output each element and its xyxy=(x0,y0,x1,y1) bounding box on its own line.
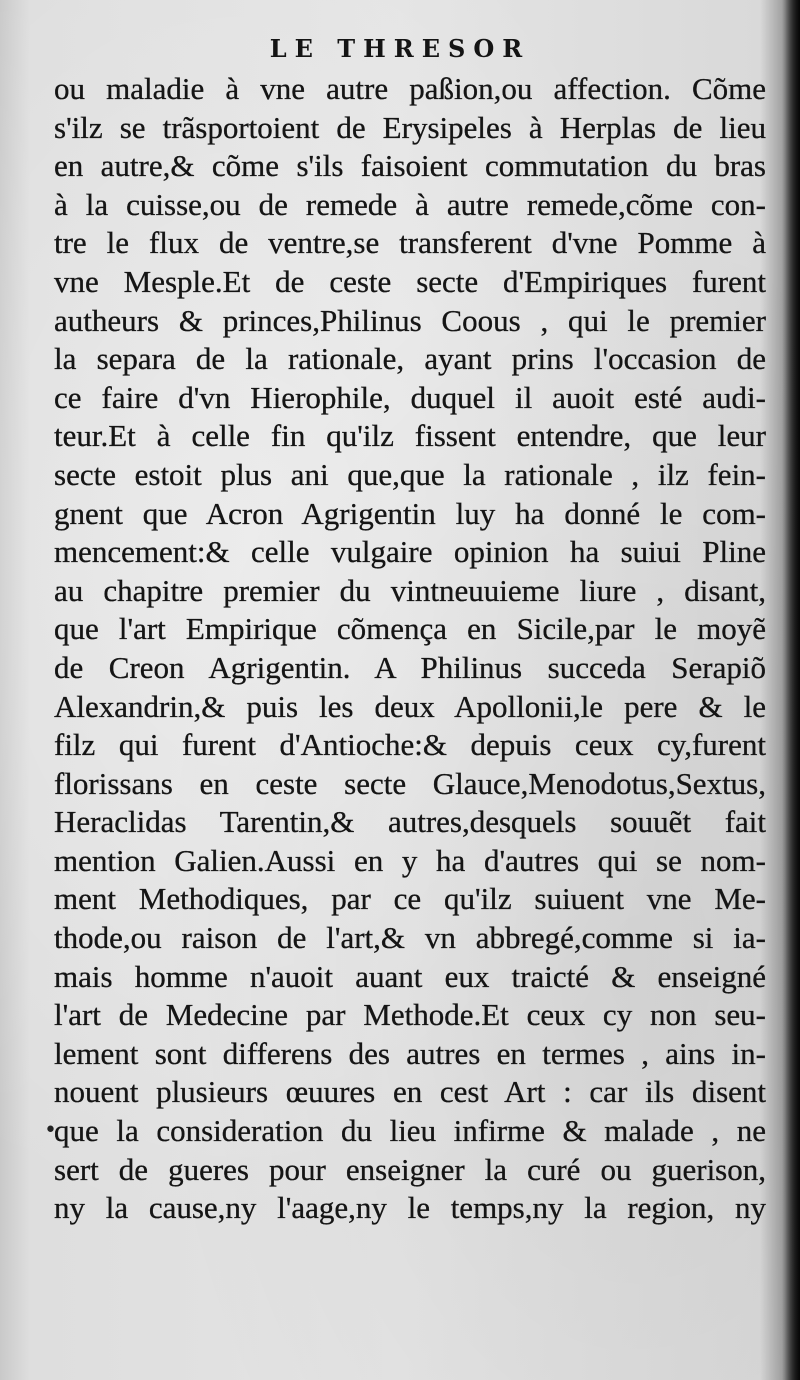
marginal-mark: • xyxy=(44,1118,57,1143)
text-line: à la cuisse,ou de remede à autre remede,cõme con- xyxy=(54,186,766,222)
text-line: nouent plusieurs œuures en cest Art : car ils disent xyxy=(54,1074,766,1110)
text-line: tre le flux de ventre,se transferent d'vne Pomme à xyxy=(54,225,766,261)
text-line: gnent que Acron Agrigentin luy ha donné le com- xyxy=(54,495,766,531)
text-line: s'ilz se trãsportoient de Erysipeles à Herplas de lieu xyxy=(54,109,766,145)
running-header: LE THRESOR xyxy=(269,34,531,63)
body-text xyxy=(54,70,766,1228)
text-line: ou maladie à vne autre paßion,ou affection. Cõme xyxy=(54,71,766,106)
text-line: teur.Et à celle fin qu'ilz fissent entendre, que leur xyxy=(54,418,766,454)
text-line: l'art de Medecine par Methode.Et ceux cy non seu- xyxy=(54,997,766,1033)
text-line: filz qui furent d'Antioche:& depuis ceux cy,furent xyxy=(54,727,766,763)
text-line: la separa de la rationale, ayant prins l'occasion de xyxy=(54,341,766,377)
text-line: secte estoit plus ani que,que la rationale , ilz fein- xyxy=(54,456,766,492)
text-line: au chapitre premier du vintneuuieme liure , disant, xyxy=(54,572,766,608)
text-line: mention Galien.Aussi en y ha d'autres qui se nom- xyxy=(54,842,766,878)
text-line: thode,ou raison de l'art,& vn abbregé,comme si ia- xyxy=(54,920,766,956)
text-line: en autre,& cõme s'ils faisoient commutation du bras xyxy=(54,148,766,184)
text-line: Heraclidas Tarentin,& autres,desquels souuẽt fait xyxy=(54,804,766,840)
text-line: mencement:& celle vulgaire opinion ha suiui Pline xyxy=(54,534,766,570)
text-line: ny la cause,ny l'aage,ny le temps,ny la region, ny xyxy=(54,1190,766,1226)
page-gutter-shadow xyxy=(782,0,800,1380)
text-line: autheurs & princes,Philinus Coous , qui le premier xyxy=(54,302,766,338)
text-line: que la consideration du lieu infirme & malade , ne xyxy=(54,1113,766,1149)
text-line: Alexandrin,& puis les deux Apollonii,le pere & le xyxy=(54,688,766,724)
text-line: ment Methodiques, par ce qu'ilz suiuent vne Me- xyxy=(54,881,766,917)
text-line: vne Mesple.Et de ceste secte d'Empiriques furent xyxy=(54,263,766,299)
text-line: sert de gueres pour enseigner la curé ou guerison, xyxy=(54,1151,766,1187)
text-line: ce faire d'vn Hierophile, duquel il auoit esté audi- xyxy=(54,379,766,415)
text-line: que l'art Empirique cõmença en Sicile,par le moyẽ xyxy=(54,611,766,647)
text-line: lement sont differens des autres en termes , ains in- xyxy=(54,1035,766,1071)
text-line: de Creon Agrigentin. A Philinus succeda Serapiõ xyxy=(54,649,766,685)
text-line: florissans en ceste secte Glauce,Menodotus,Sextus, xyxy=(54,765,766,801)
text-line: mais homme n'auoit auant eux traicté & enseigné xyxy=(54,958,766,994)
